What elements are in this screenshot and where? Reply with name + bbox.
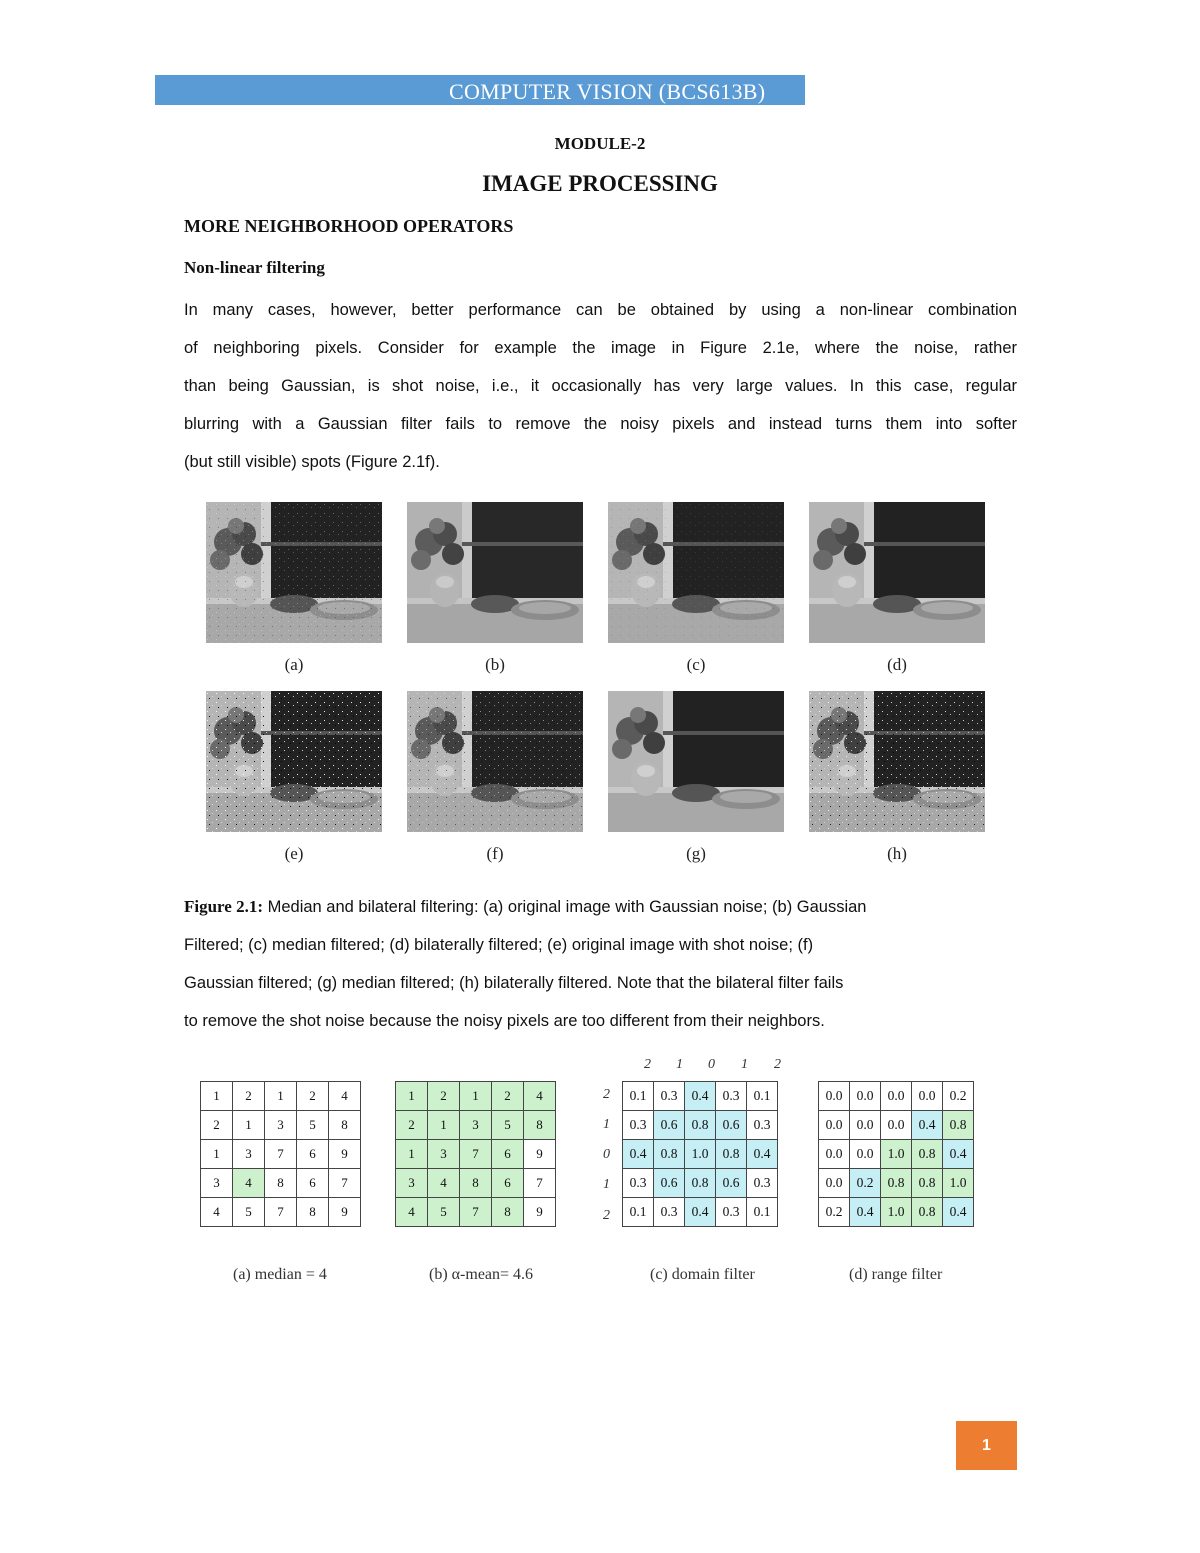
domain-col-label: 2 <box>774 1057 781 1072</box>
table-cell: 3 <box>265 1111 297 1140</box>
table-cell: 0.0 <box>850 1111 881 1140</box>
domain-col-label: 1 <box>741 1057 748 1072</box>
paragraph-line: of neighboring pixels. Consider for example the image in Figure 2.1e, where the noise, rather <box>184 339 1017 357</box>
table-cell: 0.1 <box>623 1082 654 1111</box>
alpha-mean-caption: (b) α-mean= 4.6 <box>429 1266 534 1283</box>
table-cell: 0.8 <box>685 1169 716 1198</box>
photo-caption: (d) <box>887 655 907 674</box>
photo-caption: (h) <box>887 844 907 863</box>
domain-row-label: 1 <box>603 1177 610 1192</box>
table-cell: 2 <box>492 1082 524 1111</box>
table-cell: 2 <box>428 1082 460 1111</box>
table-cell: 0.0 <box>850 1082 881 1111</box>
table-cell: 7 <box>460 1198 492 1227</box>
table-row <box>201 1140 361 1169</box>
table-cell: 0.1 <box>747 1082 778 1111</box>
table-cell: 8 <box>329 1111 361 1140</box>
table-cell: 1 <box>428 1111 460 1140</box>
table-row <box>396 1111 556 1140</box>
figure-caption-line: Gaussian filtered; (g) median filtered; (h) bilaterally filtered. Note that the bilateral filter fails <box>184 974 844 992</box>
figure-photo-a <box>206 502 382 643</box>
table-cell: 6 <box>297 1140 329 1169</box>
photo-caption: (g) <box>686 844 706 863</box>
page-number: 1 <box>956 1421 1017 1470</box>
table-row <box>819 1111 974 1140</box>
table-row <box>396 1140 556 1169</box>
table-row <box>623 1111 778 1140</box>
table-cell: 0.2 <box>850 1169 881 1198</box>
domain-row-label: 0 <box>603 1147 610 1162</box>
table-cell: 0.3 <box>716 1082 747 1111</box>
table-cell: 0.6 <box>716 1169 747 1198</box>
table-cell: 5 <box>492 1111 524 1140</box>
table-cell: 2 <box>201 1111 233 1140</box>
table-cell: 6 <box>492 1169 524 1198</box>
table-row <box>396 1082 556 1111</box>
table-cell: 0.4 <box>943 1140 974 1169</box>
table-row <box>623 1198 778 1227</box>
table-cell: 7 <box>460 1140 492 1169</box>
table-cell: 0.3 <box>623 1111 654 1140</box>
domain-filter-caption: (c) domain filter <box>650 1266 755 1283</box>
page-title: IMAGE PROCESSING <box>482 171 718 196</box>
table-cell: 3 <box>428 1140 460 1169</box>
table-row <box>623 1140 778 1169</box>
table-cell: 9 <box>524 1198 556 1227</box>
table-cell: 0.3 <box>654 1198 685 1227</box>
photo-caption: (e) <box>284 844 304 863</box>
table-cell: 0.6 <box>716 1111 747 1140</box>
domain-col-label: 1 <box>676 1057 683 1072</box>
table-row <box>396 1198 556 1227</box>
figure-photo-h <box>809 691 985 832</box>
table-cell: 5 <box>428 1198 460 1227</box>
table-cell: 9 <box>329 1198 361 1227</box>
photo-caption: (b) <box>485 655 505 674</box>
table-row <box>819 1082 974 1111</box>
table-cell: 1 <box>265 1082 297 1111</box>
table-row <box>201 1082 361 1111</box>
table-cell: 5 <box>297 1111 329 1140</box>
table-cell: 1 <box>460 1082 492 1111</box>
section-heading: MORE NEIGHBORHOOD OPERATORS <box>184 216 514 236</box>
table-cell: 0.4 <box>747 1140 778 1169</box>
table-cell: 0.2 <box>943 1082 974 1111</box>
table-cell: 0.8 <box>881 1169 912 1198</box>
table-cell: 0.6 <box>654 1169 685 1198</box>
table-cell: 0.4 <box>912 1111 943 1140</box>
figure-photo-e <box>206 691 382 832</box>
table-cell: 3 <box>201 1169 233 1198</box>
table-cell: 0.3 <box>716 1198 747 1227</box>
median-table <box>200 1081 361 1227</box>
module-label: MODULE-2 <box>554 134 646 153</box>
paragraph-line: than being Gaussian, is shot noise, i.e., it occasionally has very large values. In this case, regular <box>184 377 1017 395</box>
table-cell: 4 <box>524 1082 556 1111</box>
table-cell: 4 <box>201 1198 233 1227</box>
table-cell: 0.0 <box>819 1140 850 1169</box>
figure-label: Figure 2.1: <box>184 897 264 916</box>
table-cell: 0.3 <box>654 1082 685 1111</box>
table-row <box>819 1140 974 1169</box>
table-cell: 0.0 <box>881 1111 912 1140</box>
figure-photo-c <box>608 502 784 643</box>
table-row <box>819 1169 974 1198</box>
table-cell: 0.6 <box>654 1111 685 1140</box>
table-cell: 1.0 <box>685 1140 716 1169</box>
table-cell: 0.0 <box>819 1082 850 1111</box>
table-cell: 0.8 <box>912 1140 943 1169</box>
table-cell: 4 <box>329 1082 361 1111</box>
table-cell: 8 <box>265 1169 297 1198</box>
table-cell: 4 <box>428 1169 460 1198</box>
table-cell: 0.4 <box>850 1198 881 1227</box>
figure-caption-line <box>184 897 866 917</box>
figure-photo-d <box>809 502 985 643</box>
table-cell: 7 <box>265 1198 297 1227</box>
table-cell: 0.4 <box>685 1082 716 1111</box>
table-cell: 0.0 <box>912 1082 943 1111</box>
table-cell: 0.0 <box>850 1140 881 1169</box>
table-cell: 7 <box>329 1169 361 1198</box>
domain-row-label: 2 <box>603 1208 610 1223</box>
table-cell: 1.0 <box>881 1198 912 1227</box>
figure-photo-f <box>407 691 583 832</box>
table-cell: 0.8 <box>912 1169 943 1198</box>
table-cell: 0.4 <box>943 1198 974 1227</box>
table-cell: 8 <box>297 1198 329 1227</box>
photo-caption: (f) <box>486 844 504 863</box>
table-cell: 7 <box>524 1169 556 1198</box>
table-row <box>623 1169 778 1198</box>
alpha-mean-table <box>395 1081 556 1227</box>
table-row <box>201 1198 361 1227</box>
table-cell: 0.0 <box>819 1111 850 1140</box>
table-cell: 3 <box>233 1140 265 1169</box>
table-row <box>201 1169 361 1198</box>
table-cell: 3 <box>396 1169 428 1198</box>
table-cell: 1 <box>396 1082 428 1111</box>
figure-caption-text: Median and bilateral filtering: (a) original image with Gaussian noise; (b) Gaussian <box>263 898 867 916</box>
table-cell: 4 <box>233 1169 265 1198</box>
domain-col-label: 0 <box>708 1057 715 1072</box>
table-cell: 0.1 <box>747 1198 778 1227</box>
figure-photo-g <box>608 691 784 832</box>
table-row <box>819 1198 974 1227</box>
table-cell: 1 <box>201 1082 233 1111</box>
table-cell: 1 <box>201 1140 233 1169</box>
table-row <box>623 1082 778 1111</box>
table-cell: 1 <box>233 1111 265 1140</box>
table-cell: 2 <box>297 1082 329 1111</box>
figure-caption-line: to remove the shot noise because the noisy pixels are too different from their neighbors. <box>184 1012 825 1030</box>
table-cell: 0.3 <box>623 1169 654 1198</box>
table-cell: 0.3 <box>747 1169 778 1198</box>
table-cell: 2 <box>233 1082 265 1111</box>
domain-filter-table <box>622 1081 778 1227</box>
header-title: COMPUTER VISION (BCS613B) <box>449 79 766 104</box>
table-cell: 0.1 <box>623 1198 654 1227</box>
range-filter-table <box>818 1081 974 1227</box>
median-caption: (a) median = 4 <box>233 1266 327 1283</box>
table-cell: 6 <box>297 1169 329 1198</box>
table-cell: 0.4 <box>623 1140 654 1169</box>
table-cell: 0.8 <box>685 1111 716 1140</box>
table-row <box>396 1169 556 1198</box>
paragraph-line: blurring with a Gaussian filter fails to remove the noisy pixels and instead turns them into softer <box>184 415 1017 433</box>
table-cell: 0.2 <box>819 1198 850 1227</box>
table-cell: 8 <box>492 1198 524 1227</box>
table-cell: 0.3 <box>747 1111 778 1140</box>
photo-caption: (a) <box>284 655 304 674</box>
table-cell: 9 <box>524 1140 556 1169</box>
domain-col-label: 2 <box>644 1057 651 1072</box>
table-cell: 8 <box>524 1111 556 1140</box>
table-cell: 0.4 <box>685 1198 716 1227</box>
figure-caption-line: Filtered; (c) median filtered; (d) bilaterally filtered; (e) original image with shot noise; (f) <box>184 936 814 954</box>
table-cell: 4 <box>396 1198 428 1227</box>
range-filter-caption: (d) range filter <box>849 1266 943 1283</box>
domain-row-label: 1 <box>603 1117 610 1132</box>
table-cell: 0.8 <box>654 1140 685 1169</box>
table-cell: 6 <box>492 1140 524 1169</box>
table-cell: 0.0 <box>881 1082 912 1111</box>
table-cell: 9 <box>329 1140 361 1169</box>
photo-caption: (c) <box>686 655 706 674</box>
figure-photo-b <box>407 502 583 643</box>
table-row <box>201 1111 361 1140</box>
paragraph-line: (but still visible) spots (Figure 2.1f). <box>184 453 440 471</box>
table-cell: 3 <box>460 1111 492 1140</box>
domain-row-label: 2 <box>603 1087 610 1102</box>
paragraph-line: In many cases, however, better performance can be obtained by using a non-linear combination <box>184 301 1017 319</box>
table-cell: 0.8 <box>912 1198 943 1227</box>
table-cell: 2 <box>396 1111 428 1140</box>
table-cell: 0.8 <box>716 1140 747 1169</box>
table-cell: 1 <box>396 1140 428 1169</box>
table-cell: 0.0 <box>819 1169 850 1198</box>
subheading: Non-linear filtering <box>184 258 325 277</box>
table-cell: 1.0 <box>943 1169 974 1198</box>
table-cell: 1.0 <box>881 1140 912 1169</box>
table-cell: 8 <box>460 1169 492 1198</box>
table-cell: 7 <box>265 1140 297 1169</box>
table-cell: 5 <box>233 1198 265 1227</box>
table-cell: 0.8 <box>943 1111 974 1140</box>
